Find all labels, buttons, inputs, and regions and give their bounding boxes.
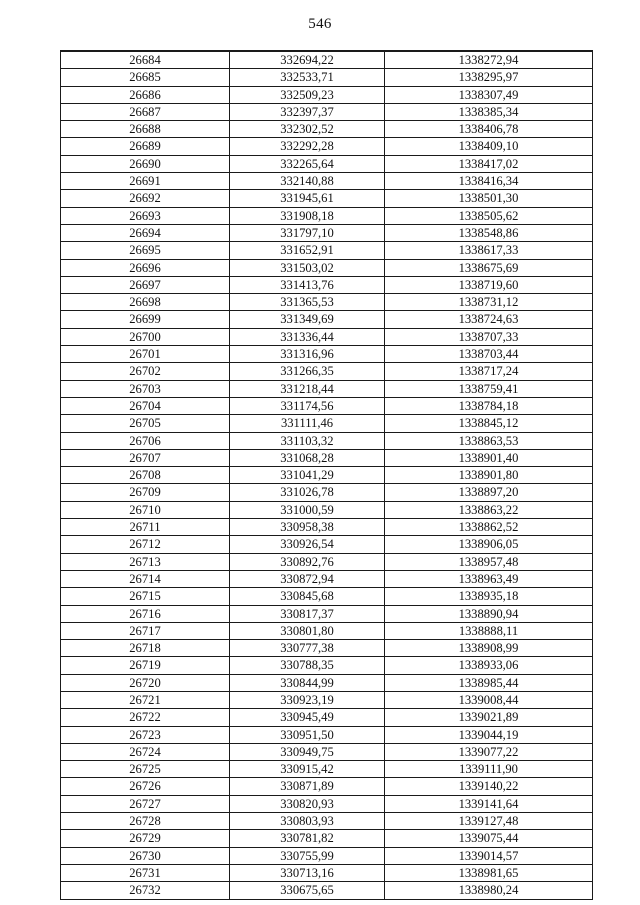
y-coordinate-cell: 1339008,44	[385, 691, 593, 708]
y-coordinate-cell: 1338307,49	[385, 86, 593, 103]
y-coordinate-cell: 1338935,18	[385, 588, 593, 605]
table-row	[61, 121, 593, 138]
table-row	[61, 103, 593, 120]
x-coordinate-cell: 332265,64	[230, 155, 385, 172]
point-number-cell: 26707	[61, 449, 230, 466]
x-coordinate-cell: 330949,75	[230, 743, 385, 760]
y-coordinate-cell: 1338888,11	[385, 622, 593, 639]
y-coordinate-cell: 1338295,97	[385, 69, 593, 86]
x-coordinate-cell: 331797,10	[230, 224, 385, 241]
table-row	[61, 346, 593, 363]
point-number-cell: 26731	[61, 864, 230, 881]
table-row	[61, 380, 593, 397]
table-row	[61, 242, 593, 259]
y-coordinate-cell: 1339014,57	[385, 847, 593, 864]
table-row	[61, 449, 593, 466]
point-number-cell: 26692	[61, 190, 230, 207]
x-coordinate-cell: 331218,44	[230, 380, 385, 397]
point-number-cell: 26705	[61, 415, 230, 432]
y-coordinate-cell: 1338717,24	[385, 363, 593, 380]
table-row	[61, 397, 593, 414]
point-number-cell: 26725	[61, 761, 230, 778]
table-row	[61, 605, 593, 622]
x-coordinate-cell: 331908,18	[230, 207, 385, 224]
x-coordinate-cell: 330713,16	[230, 864, 385, 881]
coordinates-table-body	[61, 51, 593, 899]
x-coordinate-cell: 331000,59	[230, 501, 385, 518]
x-coordinate-cell: 331945,61	[230, 190, 385, 207]
table-row	[61, 778, 593, 795]
table-row	[61, 311, 593, 328]
table-row	[61, 864, 593, 881]
y-coordinate-cell: 1338985,44	[385, 674, 593, 691]
point-number-cell: 26701	[61, 346, 230, 363]
table-row	[61, 432, 593, 449]
x-coordinate-cell: 331174,56	[230, 397, 385, 414]
point-number-cell: 26708	[61, 467, 230, 484]
point-number-cell: 26713	[61, 553, 230, 570]
table-row	[61, 553, 593, 570]
point-number-cell: 26697	[61, 276, 230, 293]
point-number-cell: 26732	[61, 882, 230, 899]
point-number-cell: 26698	[61, 294, 230, 311]
table-row	[61, 691, 593, 708]
y-coordinate-cell: 1338501,30	[385, 190, 593, 207]
y-coordinate-cell: 1338890,94	[385, 605, 593, 622]
x-coordinate-cell: 330945,49	[230, 709, 385, 726]
x-coordinate-cell: 331026,78	[230, 484, 385, 501]
y-coordinate-cell: 1338784,18	[385, 397, 593, 414]
x-coordinate-cell: 330675,65	[230, 882, 385, 899]
point-number-cell: 26695	[61, 242, 230, 259]
x-coordinate-cell: 331349,69	[230, 311, 385, 328]
table-row	[61, 190, 593, 207]
x-coordinate-cell: 332302,52	[230, 121, 385, 138]
table-row	[61, 415, 593, 432]
point-number-cell: 26724	[61, 743, 230, 760]
x-coordinate-cell: 330923,19	[230, 691, 385, 708]
table-row	[61, 328, 593, 345]
x-coordinate-cell: 330871,89	[230, 778, 385, 795]
y-coordinate-cell: 1338980,24	[385, 882, 593, 899]
y-coordinate-cell: 1338416,34	[385, 173, 593, 190]
y-coordinate-cell: 1338719,60	[385, 276, 593, 293]
y-coordinate-cell: 1338675,69	[385, 259, 593, 276]
table-row	[61, 743, 593, 760]
x-coordinate-cell: 330951,50	[230, 726, 385, 743]
point-number-cell: 26726	[61, 778, 230, 795]
x-coordinate-cell: 330803,93	[230, 813, 385, 830]
y-coordinate-cell: 1338759,41	[385, 380, 593, 397]
x-coordinate-cell: 331336,44	[230, 328, 385, 345]
y-coordinate-cell: 1338897,20	[385, 484, 593, 501]
point-number-cell: 26717	[61, 622, 230, 639]
table-row	[61, 622, 593, 639]
point-number-cell: 26714	[61, 570, 230, 587]
x-coordinate-cell: 332509,23	[230, 86, 385, 103]
y-coordinate-cell: 1338863,22	[385, 501, 593, 518]
point-number-cell: 26684	[61, 51, 230, 69]
point-number-cell: 26720	[61, 674, 230, 691]
x-coordinate-cell: 330892,76	[230, 553, 385, 570]
y-coordinate-cell: 1339044,19	[385, 726, 593, 743]
point-number-cell: 26703	[61, 380, 230, 397]
x-coordinate-cell: 330801,80	[230, 622, 385, 639]
x-coordinate-cell: 330845,68	[230, 588, 385, 605]
table-row	[61, 155, 593, 172]
y-coordinate-cell: 1338731,12	[385, 294, 593, 311]
table-row	[61, 138, 593, 155]
point-number-cell: 26716	[61, 605, 230, 622]
point-number-cell: 26702	[61, 363, 230, 380]
x-coordinate-cell: 331503,02	[230, 259, 385, 276]
point-number-cell: 26718	[61, 640, 230, 657]
x-coordinate-cell: 331266,35	[230, 363, 385, 380]
y-coordinate-cell: 1338703,44	[385, 346, 593, 363]
point-number-cell: 26704	[61, 397, 230, 414]
x-coordinate-cell: 330926,54	[230, 536, 385, 553]
table-row	[61, 207, 593, 224]
point-number-cell: 26706	[61, 432, 230, 449]
y-coordinate-cell: 1338933,06	[385, 657, 593, 674]
y-coordinate-cell: 1338862,52	[385, 519, 593, 536]
table-row	[61, 709, 593, 726]
x-coordinate-cell: 332397,37	[230, 103, 385, 120]
x-coordinate-cell: 330788,35	[230, 657, 385, 674]
y-coordinate-cell: 1338901,40	[385, 449, 593, 466]
x-coordinate-cell: 330872,94	[230, 570, 385, 587]
point-number-cell: 26709	[61, 484, 230, 501]
x-coordinate-cell: 330781,82	[230, 830, 385, 847]
point-number-cell: 26693	[61, 207, 230, 224]
y-coordinate-cell: 1338957,48	[385, 553, 593, 570]
table-row	[61, 847, 593, 864]
table-row	[61, 640, 593, 657]
y-coordinate-cell: 1338548,86	[385, 224, 593, 241]
point-number-cell: 26689	[61, 138, 230, 155]
y-coordinate-cell: 1339021,89	[385, 709, 593, 726]
y-coordinate-cell: 1338409,10	[385, 138, 593, 155]
x-coordinate-cell: 330844,99	[230, 674, 385, 691]
y-coordinate-cell: 1338272,94	[385, 51, 593, 69]
x-coordinate-cell: 330777,38	[230, 640, 385, 657]
y-coordinate-cell: 1339141,64	[385, 795, 593, 812]
table-row	[61, 536, 593, 553]
point-number-cell: 26694	[61, 224, 230, 241]
y-coordinate-cell: 1338505,62	[385, 207, 593, 224]
y-coordinate-cell: 1339077,22	[385, 743, 593, 760]
y-coordinate-cell: 1338617,33	[385, 242, 593, 259]
point-number-cell: 26721	[61, 691, 230, 708]
table-row	[61, 813, 593, 830]
table-row	[61, 830, 593, 847]
point-number-cell: 26700	[61, 328, 230, 345]
table-row	[61, 467, 593, 484]
point-number-cell: 26696	[61, 259, 230, 276]
x-coordinate-cell: 330817,37	[230, 605, 385, 622]
table-row	[61, 86, 593, 103]
y-coordinate-cell: 1339140,22	[385, 778, 593, 795]
y-coordinate-cell: 1339127,48	[385, 813, 593, 830]
point-number-cell: 26688	[61, 121, 230, 138]
point-number-cell: 26728	[61, 813, 230, 830]
point-number-cell: 26687	[61, 103, 230, 120]
point-number-cell: 26710	[61, 501, 230, 518]
x-coordinate-cell: 331103,32	[230, 432, 385, 449]
y-coordinate-cell: 1338906,05	[385, 536, 593, 553]
table-row	[61, 51, 593, 69]
y-coordinate-cell: 1338845,12	[385, 415, 593, 432]
y-coordinate-cell: 1338908,99	[385, 640, 593, 657]
table-row	[61, 69, 593, 86]
table-row	[61, 276, 593, 293]
y-coordinate-cell: 1338707,33	[385, 328, 593, 345]
y-coordinate-cell: 1338981,65	[385, 864, 593, 881]
x-coordinate-cell: 331041,29	[230, 467, 385, 484]
y-coordinate-cell: 1338963,49	[385, 570, 593, 587]
table-row	[61, 501, 593, 518]
point-number-cell: 26691	[61, 173, 230, 190]
x-coordinate-cell: 330820,93	[230, 795, 385, 812]
table-row	[61, 726, 593, 743]
point-number-cell: 26699	[61, 311, 230, 328]
y-coordinate-cell: 1339075,44	[385, 830, 593, 847]
table-row	[61, 484, 593, 501]
y-coordinate-cell: 1338406,78	[385, 121, 593, 138]
table-row	[61, 795, 593, 812]
x-coordinate-cell: 330755,99	[230, 847, 385, 864]
point-number-cell: 26711	[61, 519, 230, 536]
table-row	[61, 224, 593, 241]
point-number-cell: 26730	[61, 847, 230, 864]
x-coordinate-cell: 332694,22	[230, 51, 385, 69]
point-number-cell: 26723	[61, 726, 230, 743]
y-coordinate-cell: 1338417,02	[385, 155, 593, 172]
point-number-cell: 26722	[61, 709, 230, 726]
y-coordinate-cell: 1338385,34	[385, 103, 593, 120]
x-coordinate-cell: 332140,88	[230, 173, 385, 190]
table-row	[61, 882, 593, 899]
table-row	[61, 173, 593, 190]
table-row	[61, 519, 593, 536]
point-number-cell: 26685	[61, 69, 230, 86]
x-coordinate-cell: 331365,53	[230, 294, 385, 311]
y-coordinate-cell: 1338863,53	[385, 432, 593, 449]
table-row	[61, 294, 593, 311]
x-coordinate-cell: 332533,71	[230, 69, 385, 86]
point-number-cell: 26690	[61, 155, 230, 172]
table-row	[61, 588, 593, 605]
point-number-cell: 26715	[61, 588, 230, 605]
x-coordinate-cell: 331111,46	[230, 415, 385, 432]
point-number-cell: 26686	[61, 86, 230, 103]
x-coordinate-cell: 331068,28	[230, 449, 385, 466]
table-row	[61, 363, 593, 380]
point-number-cell: 26712	[61, 536, 230, 553]
x-coordinate-cell: 330915,42	[230, 761, 385, 778]
coordinates-table	[60, 50, 593, 900]
y-coordinate-cell: 1338724,63	[385, 311, 593, 328]
table-row	[61, 761, 593, 778]
table-row	[61, 657, 593, 674]
x-coordinate-cell: 332292,28	[230, 138, 385, 155]
table-row	[61, 570, 593, 587]
x-coordinate-cell: 331413,76	[230, 276, 385, 293]
x-coordinate-cell: 331652,91	[230, 242, 385, 259]
x-coordinate-cell: 330958,38	[230, 519, 385, 536]
y-coordinate-cell: 1338901,80	[385, 467, 593, 484]
table-row	[61, 674, 593, 691]
point-number-cell: 26719	[61, 657, 230, 674]
point-number-cell: 26729	[61, 830, 230, 847]
table-row	[61, 259, 593, 276]
point-number-cell: 26727	[61, 795, 230, 812]
page-number: 546	[308, 16, 332, 32]
y-coordinate-cell: 1339111,90	[385, 761, 593, 778]
x-coordinate-cell: 331316,96	[230, 346, 385, 363]
